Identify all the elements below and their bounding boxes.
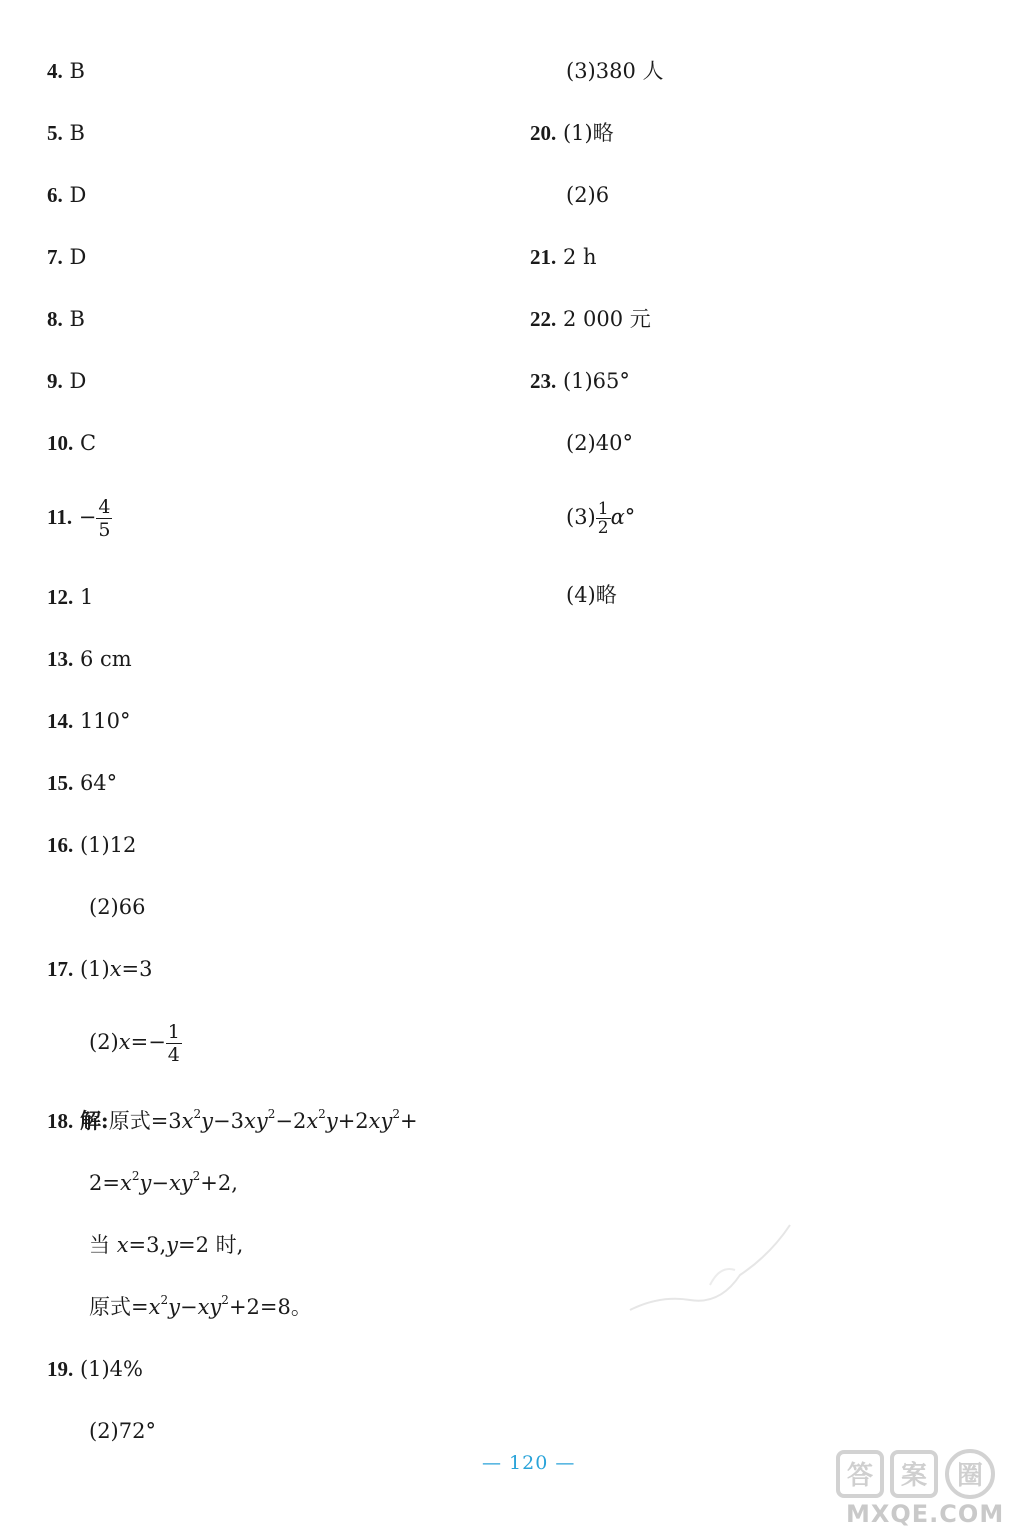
answer-20 [530, 119, 614, 147]
equation-rest: =− [130, 1030, 166, 1054]
expression-start: 2= [89, 1171, 120, 1195]
answer-19 [47, 1355, 143, 1383]
alpha-symbol: α [610, 505, 625, 529]
answer-part-1: (1)12 [79, 833, 137, 857]
question-number: 8. [47, 307, 63, 331]
part-label: (2) [89, 1030, 119, 1054]
answer-23-part-3 [566, 500, 635, 537]
answer-14 [47, 707, 131, 735]
fraction-denominator: 4 [167, 1044, 180, 1066]
question-number: 21. [530, 245, 557, 269]
result-tail: +2=8。 [228, 1295, 312, 1319]
answer-6 [47, 181, 86, 209]
answer-15 [47, 769, 117, 797]
answer-18-line-4: 原式$=x^2y-xy^2+2=8$。 [89, 1293, 312, 1319]
question-number: 9. [47, 369, 63, 393]
question-number: 20. [530, 121, 557, 145]
answer-23-part-4: (4)略 [566, 583, 617, 607]
question-number: 23. [530, 369, 557, 393]
fraction-denominator: 2 [597, 518, 609, 538]
fraction [96, 496, 112, 541]
answer-value: D [69, 245, 87, 269]
fraction-numerator: 4 [98, 496, 111, 518]
fraction-numerator: 1 [597, 499, 609, 519]
answer-value: 1 [79, 585, 94, 609]
answer-value: B [69, 59, 85, 83]
page-number: — 120 — [482, 1452, 576, 1474]
answer-value: 2 000 元 [562, 307, 651, 331]
condition-x: =3, [128, 1233, 167, 1257]
question-number: 6. [47, 183, 63, 207]
minus-sign: − [78, 505, 97, 529]
question-number: 22. [530, 307, 557, 331]
answer-19-part-3: (3)380 人 [566, 59, 664, 83]
answer-value: 110° [79, 709, 131, 733]
question-number: 13. [47, 647, 74, 671]
variable-x: x [109, 957, 122, 981]
question-number: 4. [47, 59, 63, 83]
question-number: 18. [47, 1109, 74, 1133]
answer-16 [47, 831, 136, 859]
answer-part-1: (1)略 [562, 121, 614, 145]
answer-20-part-2: (2)6 [566, 183, 610, 207]
watermark-char-3: 圈 [956, 1461, 984, 1491]
equation-rest: =3 [121, 957, 153, 981]
question-number: 11. [47, 505, 73, 529]
variable-x: x [118, 1030, 131, 1054]
question-number: 10. [47, 431, 74, 455]
question-number: 19. [47, 1357, 74, 1381]
answer-18-line-2: $2=x^2y-xy^2+2$, [89, 1169, 238, 1195]
watermark-char-2: 案 [900, 1461, 928, 1491]
answer-value: D [69, 183, 87, 207]
result-prefix: 原式= [89, 1295, 149, 1319]
answer-value: 64° [79, 771, 118, 795]
part-label: (1) [79, 957, 110, 981]
question-number: 17. [47, 957, 74, 981]
question-number: 14. [47, 709, 74, 733]
question-number: 7. [47, 245, 63, 269]
answer-18-line-3: 当 x=3,y=2 时, [89, 1233, 244, 1257]
answer-11 [47, 496, 112, 541]
answer-23-part-2: (2)40° [566, 431, 633, 455]
degree-symbol: ° [624, 505, 636, 529]
expression-prefix: 原式=3 [108, 1109, 182, 1133]
fraction-denominator: 5 [98, 519, 111, 541]
answer-13 [47, 645, 132, 673]
answer-12 [47, 583, 93, 611]
answer-7 [47, 243, 86, 271]
answer-22 [530, 305, 651, 333]
answer-value: B [69, 121, 85, 145]
solution-intro: 解: [79, 1108, 109, 1133]
answer-part-1: (1)65° [562, 369, 630, 393]
answer-9 [47, 367, 86, 395]
answer-21 [530, 243, 597, 271]
answer-5 [47, 119, 85, 147]
answer-value: D [69, 369, 87, 393]
answer-10 [47, 429, 96, 457]
answer-19-part-2: (2)72° [89, 1419, 156, 1443]
watermark-char-1: 答 [846, 1461, 874, 1491]
answer-value: 2 h [562, 245, 597, 269]
answer-value: B [69, 307, 85, 331]
faint-scribble [620, 1215, 800, 1325]
answer-23 [530, 367, 630, 395]
condition-when: 当 [89, 1233, 117, 1257]
fraction-numerator: 1 [167, 1021, 180, 1043]
part-label: (3) [566, 505, 596, 529]
watermark-url: MXQE.COM [846, 1500, 1005, 1528]
fraction [596, 500, 611, 537]
answer-8 [47, 305, 85, 333]
question-number: 5. [47, 121, 63, 145]
question-number: 15. [47, 771, 74, 795]
answer-17 [47, 955, 153, 983]
answer-17-part-2 [89, 1021, 182, 1066]
answer-18-line-1: 18. 解:原式$=3x^2y-3xy^2-2x^2y+2xy^2+$ [47, 1107, 418, 1133]
answer-value: 6 cm [79, 647, 132, 671]
question-number: 16. [47, 833, 74, 857]
answer-value: C [79, 431, 97, 455]
answer-part-1: (1)4% [79, 1357, 143, 1381]
condition-y: =2 时, [178, 1233, 244, 1257]
fraction [166, 1021, 182, 1066]
answer-4 [47, 57, 85, 85]
question-number: 12. [47, 585, 74, 609]
answer-16-part-2: (2)66 [89, 895, 146, 919]
